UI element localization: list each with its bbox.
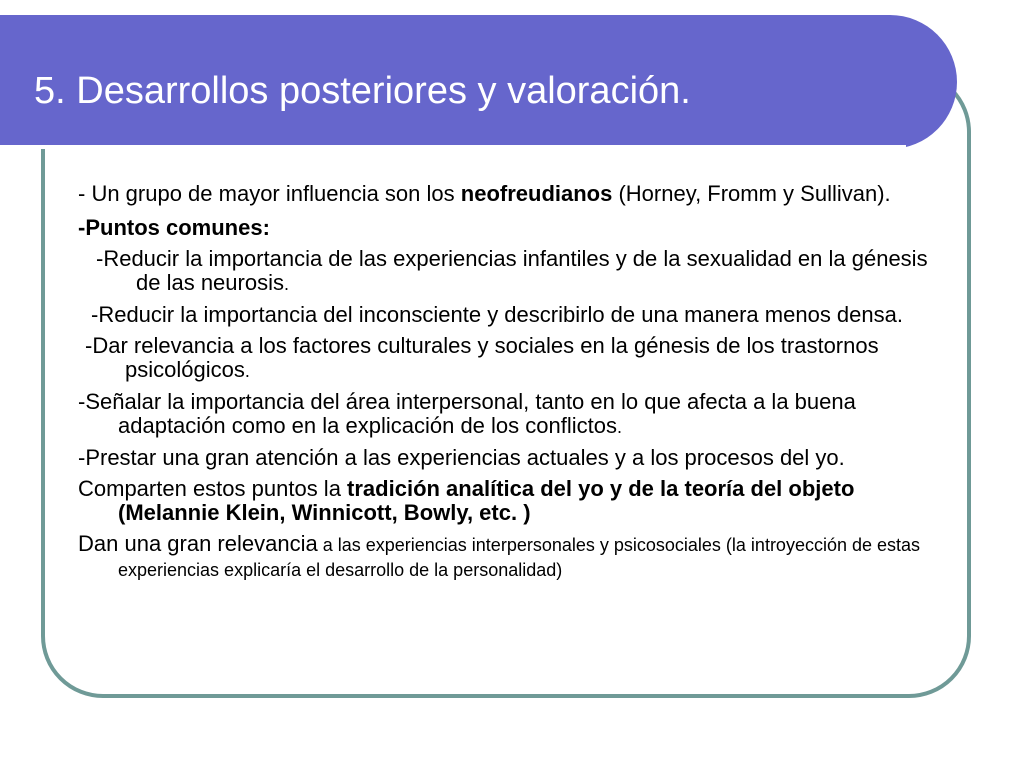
- text-run: -Reducir la importancia de las experiencias infantiles y de la sexualidad en la génesis de las neurosis: [96, 246, 928, 295]
- title-bar: [0, 15, 957, 149]
- slide-body: [78, 182, 956, 589]
- bold-term-tradicion-analitica: tradición analítica del yo y de la teoría del objeto (Melannie Klein, Winnicott, Bowly, etc. ): [118, 476, 855, 525]
- text-run: .: [283, 274, 289, 294]
- bold-term-neofreudianos: neofreudianos: [460, 181, 613, 206]
- point-factores-culturales: [85, 334, 956, 383]
- point-reducir-inconsciente: -Reducir la importancia del inconsciente y describirlo de una manera menos densa.: [91, 302, 903, 327]
- text-run: Comparten estos puntos la: [78, 476, 348, 501]
- point-reducir-experiencias: [96, 247, 956, 296]
- text-run: -Señalar la importancia del área interpersonal, tanto en lo que afecta a la buena adaptación como en la explicación de los conflictos: [78, 389, 856, 438]
- heading-puntos-comunes: -Puntos comunes:: [78, 215, 270, 240]
- paragraph-relevancia: [78, 532, 956, 582]
- paragraph-tradicion-analitica: [78, 477, 956, 525]
- paragraph-neofreudianos: [78, 182, 956, 206]
- text-run: Dan una gran relevancia: [78, 531, 318, 556]
- point-area-interpersonal: [78, 390, 956, 439]
- text-run: (Horney, Fromm y Sullivan).: [612, 181, 891, 206]
- text-run: - Un grupo de mayor influencia son los: [78, 181, 461, 206]
- text-run: -Dar relevancia a los factores culturales y sociales en la génesis de los trastornos psicológicos: [85, 333, 879, 382]
- text-run: a las experiencias interpersonales y psicosociales (la introyección de estas experiencias explicaría el desarrollo de la personalidad): [118, 535, 921, 580]
- slide-title: 5. Desarrollos posteriores y valoración.: [34, 70, 691, 112]
- point-experiencias-actuales: -Prestar una gran atención a las experiencias actuales y a los procesos del yo.: [78, 445, 845, 470]
- text-run: .: [244, 361, 250, 381]
- text-run: .: [616, 417, 622, 437]
- title-underline: [0, 145, 906, 149]
